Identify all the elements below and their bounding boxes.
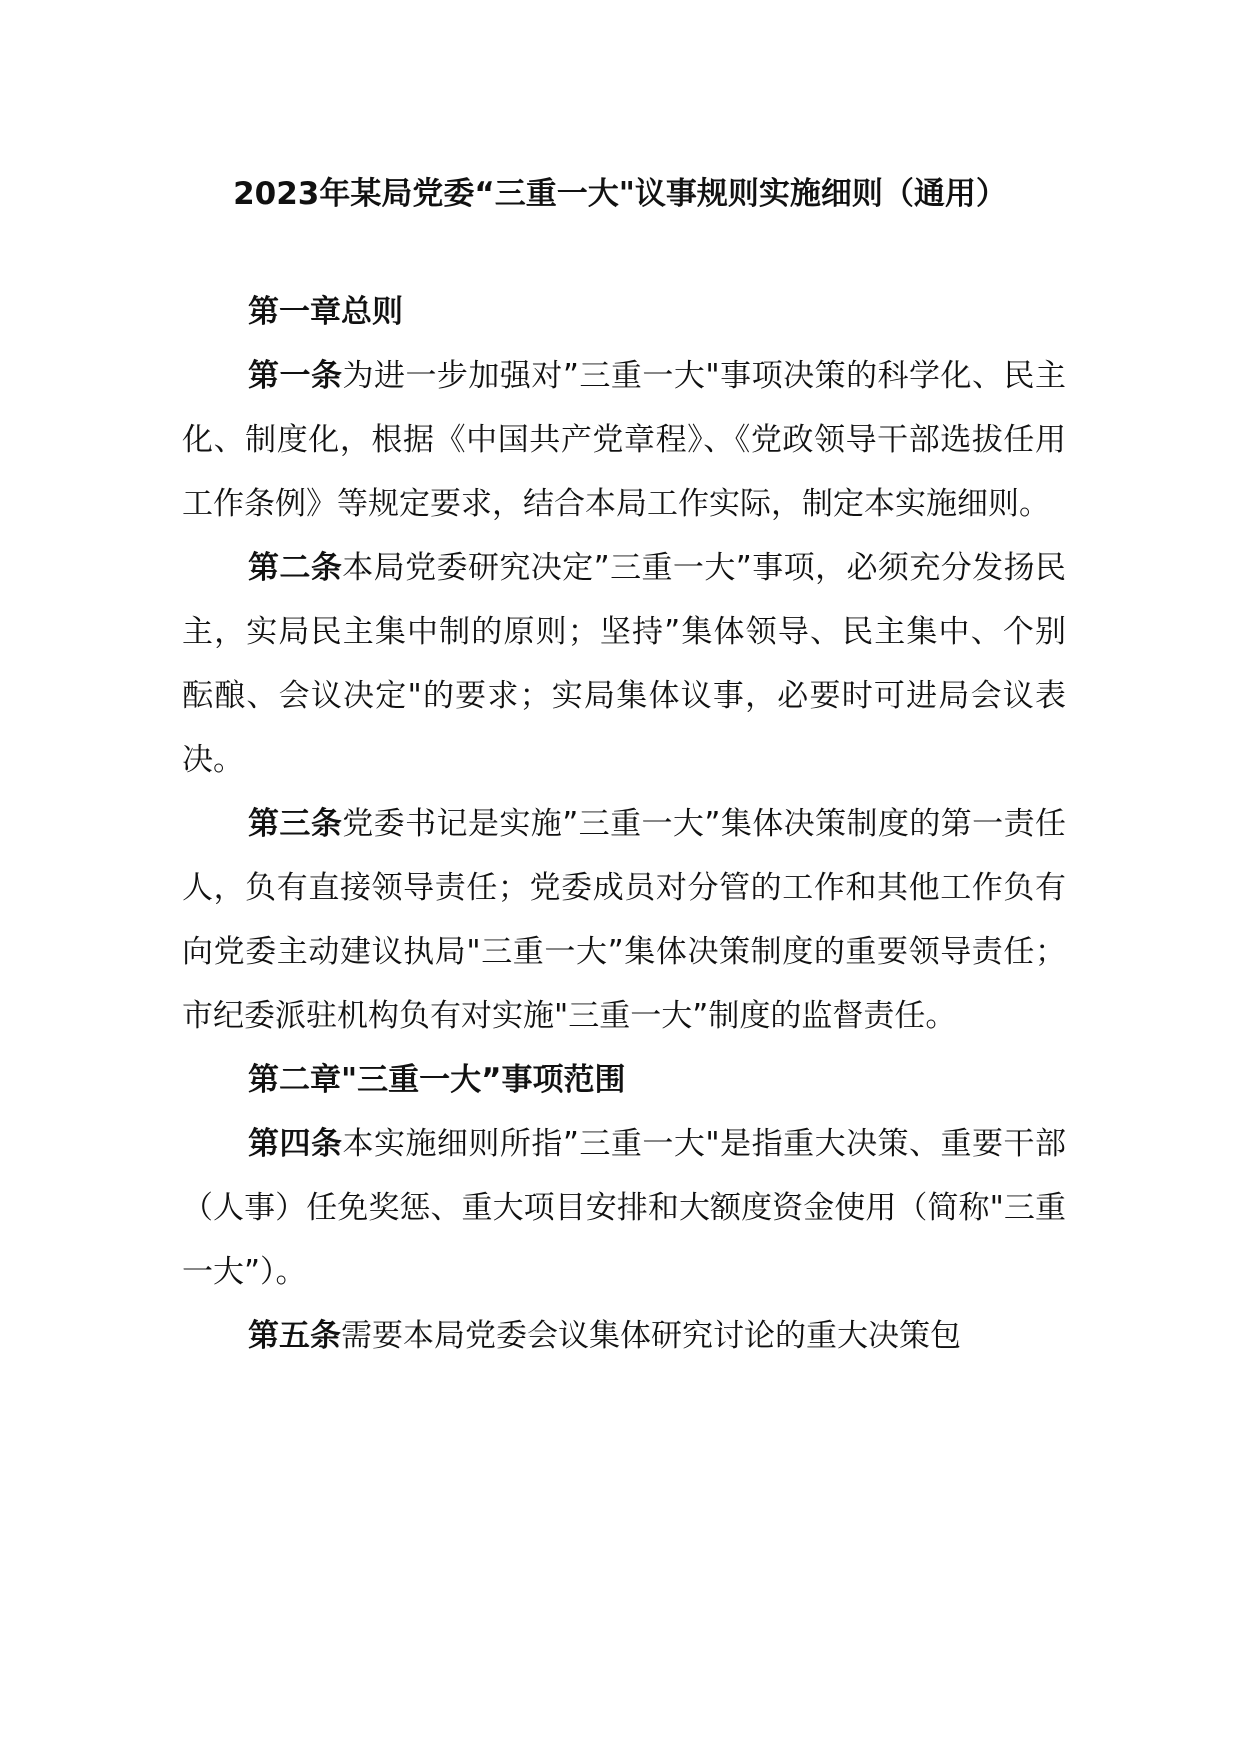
article-text: 党委书记是实施”三重一大”集体决策制度的第一责任人，负有直接领导责任；党委成员对分管的工作和其他工作负有向党委主动建议执局"三重一大”集体决策制度的重要领导责任；市纪委派驻机构负有对实施"三重一大”制度的监督责任。 [182, 806, 1067, 1034]
chapter-heading: 第一章总则 [248, 294, 403, 330]
article-text: 本实施细则所指”三重一大"是指重大决策、重要干部（人事）任免奖惩、重大项目安排和大额度资金使用（简称"三重一大”）。 [182, 1126, 1066, 1290]
article-1 [182, 344, 1066, 536]
article-label: 第二条 [248, 550, 343, 586]
article-text: 本局党委研究决定”三重一大”事项，必须充分发扬民主，实局民主集中制的原则；坚持”集体领导、民主集中、个别酝酿、会议决定"的要求；实局集体议事，必要时可进局会议表决。 [182, 550, 1067, 778]
article-3 [182, 792, 1066, 1048]
article-4 [182, 1112, 1066, 1304]
article-label: 第三条 [248, 806, 343, 842]
article-5 [182, 1304, 1066, 1368]
chapter-heading: 第二章"三重一大”事项范围 [248, 1062, 626, 1098]
article-text: 为进一步加强对”三重一大"事项决策的科学化、民主化、制度化，根据《中国共产党章程》、《党政领导干部选拔任用工作条例》等规定要求，结合本局工作实际，制定本实施细则。 [182, 358, 1066, 522]
article-2 [182, 536, 1066, 792]
article-label: 第一条 [248, 358, 343, 394]
article-label: 第四条 [248, 1126, 343, 1162]
document-body [182, 280, 1066, 1368]
article-label: 第五条 [248, 1318, 341, 1354]
document-title: 2023年某局党委“三重一大"议事规则实施细则（通用） [233, 176, 1007, 212]
article-text: 需要本局党委会议集体研究讨论的重大决策包 [341, 1318, 961, 1354]
